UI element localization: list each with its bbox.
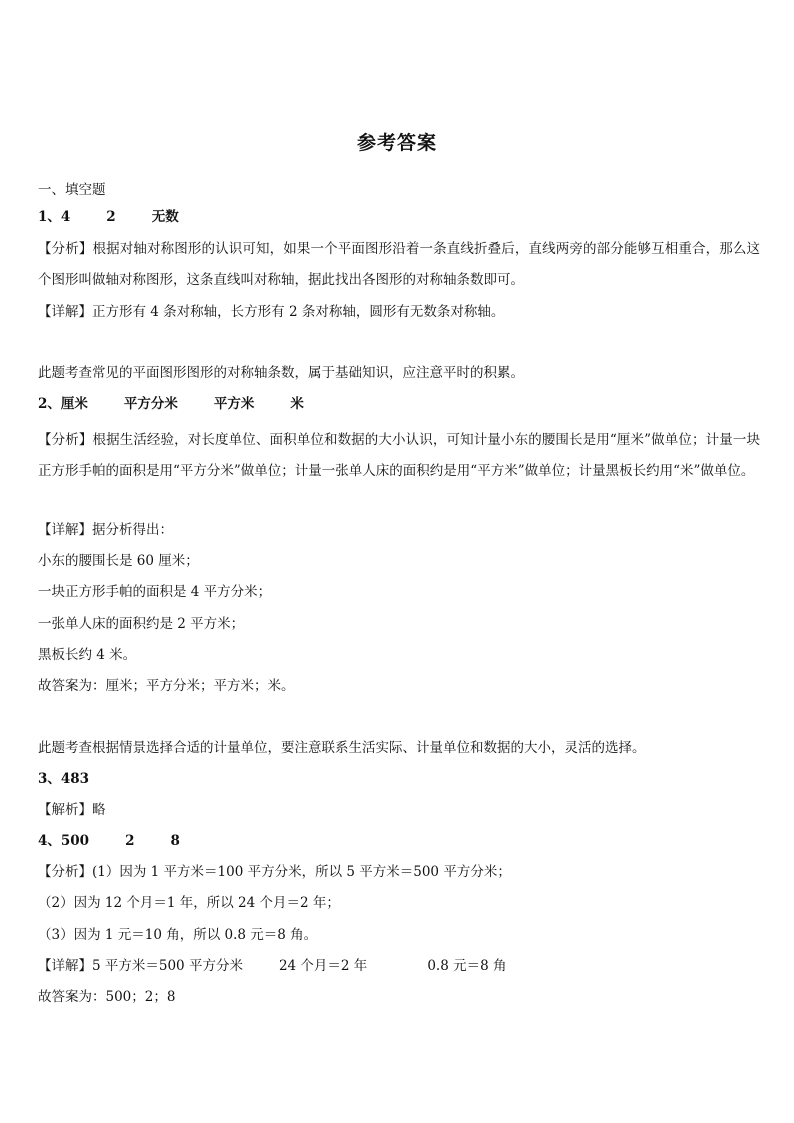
page-title: 参考答案	[356, 132, 437, 154]
q4-detail-a: 【详解】5 平方米＝500 平方分米	[38, 958, 243, 974]
q1-answer-1: 1、4	[38, 209, 71, 225]
q4-detail-line	[38, 956, 760, 976]
q4-analysis-line-1: 【分析】(1）因为 1 平方米＝100 平方分米，所以 5 平方米＝500 平方分米；	[38, 864, 511, 880]
q4-answer-line	[38, 831, 760, 851]
q4-analysis-line-2: （2）因为 12 个月＝1 年，所以 24 个月＝2 年；	[38, 895, 340, 911]
q2-answer-4: 米	[290, 396, 304, 412]
q1-answer-2: 2	[106, 209, 116, 225]
section-heading: 一、填空题	[38, 182, 106, 198]
q2-analysis: 【分析】根据生活经验，对长度单位、面积单位和数据的大小认识，可知计量小东的腰围长是用“厘米”做单位；计量一块正方形手帕的面积是用“平方分米”做单位；计量一张单人床的面积约是用“平方米”做单位；计量黑板长约用“米”做单位。	[38, 432, 760, 479]
q2-detail-line-3: 一张单人床的面积约是 2 平方米；	[38, 616, 245, 632]
q4-final-answer: 故答案为：500；2；8	[38, 989, 176, 1005]
q4-answer-3: 8	[170, 833, 180, 849]
q3-analysis: 【解析】略	[38, 802, 106, 818]
q1-analysis: 【分析】根据对轴对称图形的认识可知，如果一个平面图形沿着一条直线折叠后，直线两旁的部分能够互相重合，那么这个图形叫做轴对称图形，这条直线叫对称轴，据此找出各图形的对称轴条数即可。	[38, 241, 760, 288]
q2-answer-line	[38, 394, 760, 414]
q4-analysis-line-3: （3）因为 1 元＝10 角，所以 0.8 元＝8 角。	[38, 927, 318, 943]
q2-answer-1: 2、厘米	[38, 396, 88, 412]
q2-comment: 此题考查根据情景选择合适的计量单位，要注意联系生活实际、计量单位和数据的大小，灵活的选择。	[38, 740, 646, 756]
q1-answer-3: 无数	[151, 209, 179, 225]
q4-detail-c: 0.8 元＝8 角	[427, 958, 507, 974]
q2-detail-line-2: 一块正方形手帕的面积是 4 平方分米；	[38, 584, 272, 600]
q4-detail-b: 24 个月＝2 年	[278, 958, 368, 974]
q4-answer-2: 2	[125, 833, 135, 849]
q3-answer-line: 3、483	[38, 771, 90, 787]
q2-final-answer: 故答案为：厘米；平方分米；平方米；米。	[38, 678, 295, 694]
q1-answer-line	[38, 207, 760, 227]
q1-comment: 此题考查常见的平面图形图形的对称轴条数，属于基础知识，应注意平时的积累。	[38, 365, 524, 381]
q4-answer-1: 4、500	[38, 833, 90, 849]
q2-detail-line-1: 小东的腰围长是 60 厘米；	[38, 553, 199, 569]
q1-detail: 【详解】正方形有 4 条对称轴，长方形有 2 条对称轴，圆形有无数条对称轴。	[38, 304, 505, 320]
q2-detail: 【详解】据分析得出：	[38, 522, 173, 538]
q2-answer-3: 平方米	[213, 396, 255, 412]
q2-answer-2: 平方分米	[123, 396, 178, 412]
q2-detail-line-4: 黑板长约 4 米。	[38, 647, 137, 663]
